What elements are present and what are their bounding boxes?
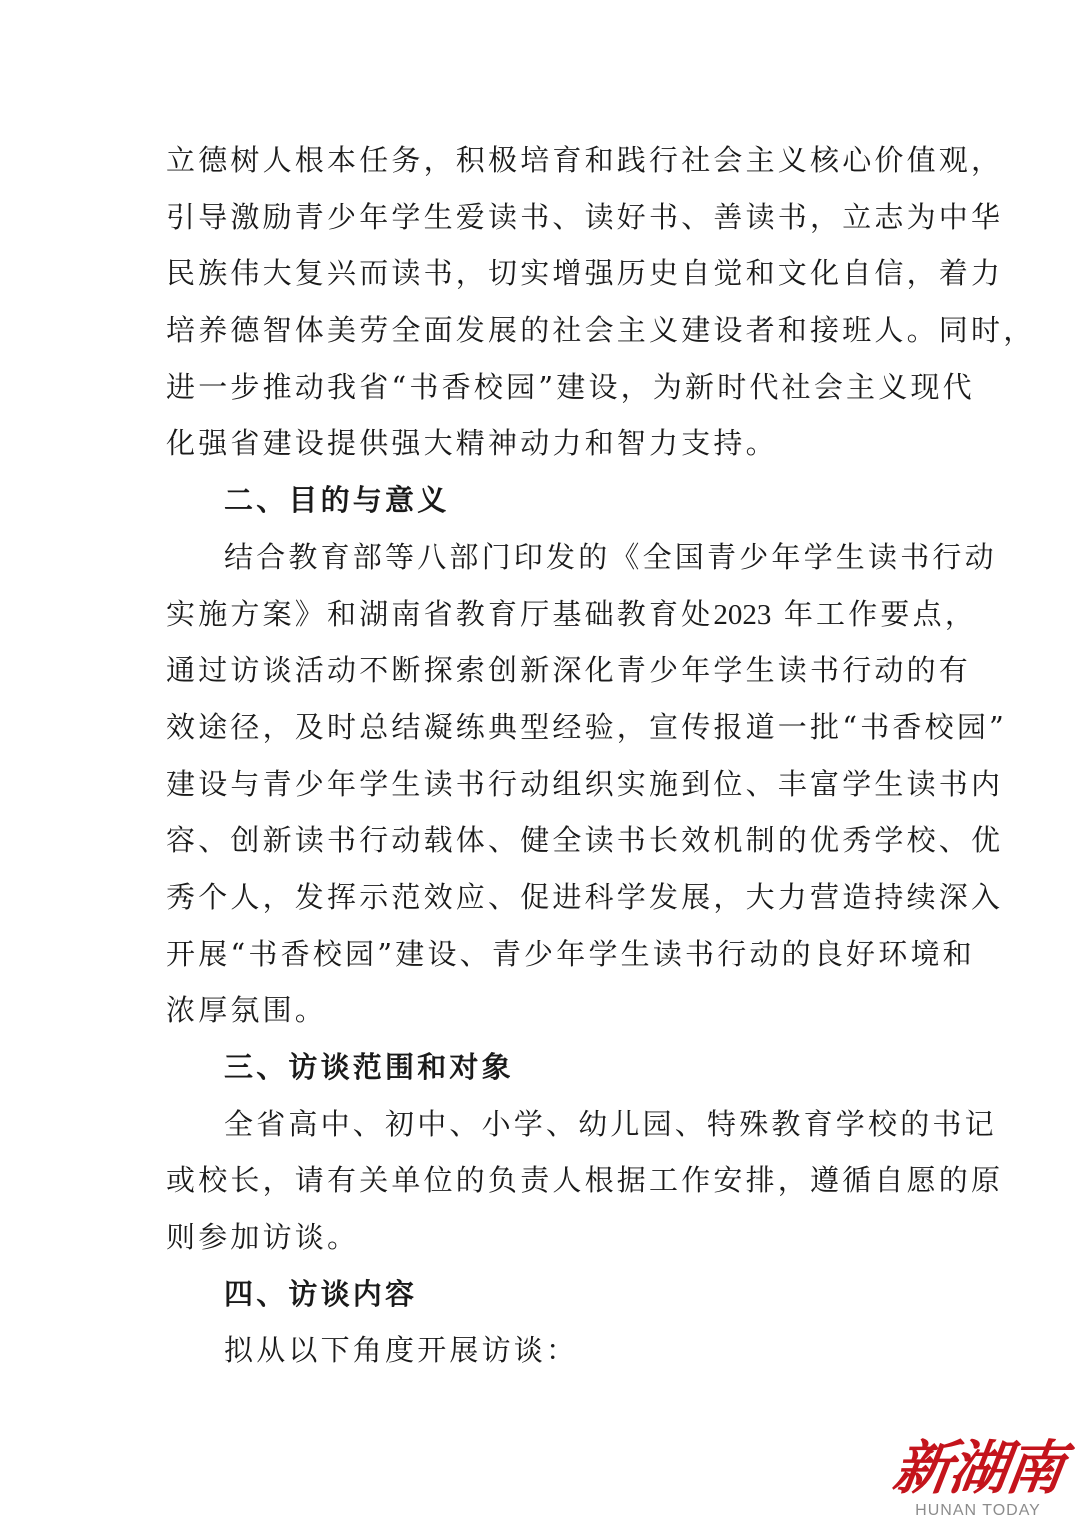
text-line: 化强省建设提供强大精神动力和智力支持。 <box>166 426 778 461</box>
section-heading: 四、访谈内容 <box>224 1276 418 1311</box>
text-line: 全省高中、初中、小学、幼儿园、特殊教育学校的书记 <box>224 1106 997 1141</box>
text-line: 建设与青少年学生读书行动组织实施到位、丰富学生读书内 <box>166 766 1004 801</box>
text-line: 或校长，请有关单位的负责人根据工作安排，遵循自愿的原 <box>166 1163 1004 1198</box>
text-line <box>166 586 978 643</box>
text-line: 进一步推动我省“书香校园”建设，为新时代社会主义现代 <box>166 369 975 404</box>
section-heading: 二、目的与意义 <box>224 483 450 518</box>
document-body <box>166 132 1036 1379</box>
text-line: 培养德智体美劳全面发展的社会主义建设者和接班人。同时， <box>166 313 1036 348</box>
watermark-subtitle: HUNAN TODAY <box>915 1502 1041 1519</box>
year-number: 2023 <box>713 598 772 631</box>
text-line: 则参加访谈。 <box>166 1220 360 1255</box>
watermark-logo: 新湖南 <box>889 1434 1067 1502</box>
text-segment: 年工作要点， <box>771 596 978 631</box>
text-line: 通过访谈活动不断探索创新深化青少年学生读书行动的有 <box>166 653 972 688</box>
hunan-today-watermark <box>888 1435 1068 1521</box>
text-line: 开展“书香校园”建设、青少年学生读书行动的良好环境和 <box>166 936 975 971</box>
text-line: 引导激励青少年学生爱读书、读好书、善读书，立志为中华 <box>166 199 1004 234</box>
text-line: 结合教育部等八部门印发的《全国青少年学生读书行动 <box>224 539 997 574</box>
text-line: 效途径，及时总结凝练典型经验，宣传报道一批“书香校园” <box>166 709 1008 744</box>
text-line: 容、创新读书行动载体、健全读书长效机制的优秀学校、优 <box>166 823 1004 858</box>
text-line: 立德树人根本任务，积极培育和践行社会主义核心价值观， <box>166 143 1004 177</box>
text-line: 拟从以下角度开展访谈： <box>224 1333 579 1368</box>
section-heading: 三、访谈范围和对象 <box>224 1050 514 1084</box>
text-line: 秀个人，发挥示范效应、促进科学发展，大力营造持续深入 <box>166 879 1004 914</box>
text-line: 浓厚氛围。 <box>166 993 328 1028</box>
text-line: 民族伟大复兴而读书，切实增强历史自觉和文化自信，着力 <box>166 256 1004 291</box>
text-segment: 实施方案》和湖南省教育厅基础教育处 <box>166 596 714 631</box>
